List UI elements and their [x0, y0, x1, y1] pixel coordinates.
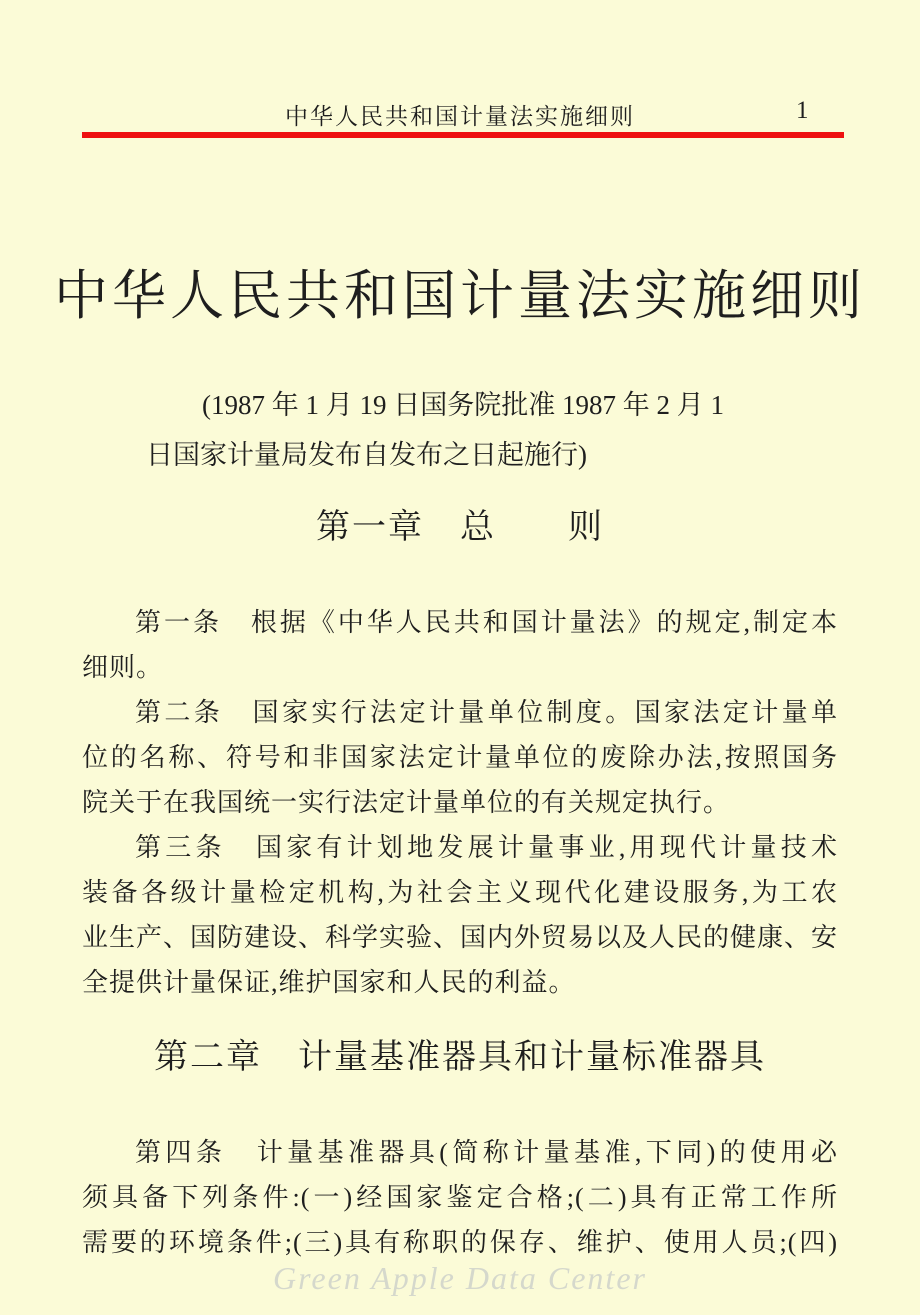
article-paragraph [82, 825, 838, 1005]
document-body [82, 505, 838, 1265]
text-line: 第三条 国家有计划地发展计量事业,用现代计量技术 [135, 833, 838, 862]
running-header-title: 中华人民共和国计量法实施细则 [285, 104, 635, 129]
article-paragraph [82, 600, 838, 690]
header-rule-line [82, 132, 844, 138]
text-line: 业生产、国防建设、科学实验、国内外贸易以及人民的健康、安 [82, 923, 839, 952]
text-line: 第二条 国家实行法定计量单位制度。国家法定计量单 [135, 698, 838, 727]
page-number: 1 [796, 97, 809, 124]
document-title: 中华人民共和国计量法实施细则 [54, 266, 866, 326]
preamble [146, 380, 838, 480]
article-paragraph [82, 1130, 838, 1265]
text-line: 第一条 根据《中华人民共和国计量法》的规定,制定本 [135, 608, 838, 637]
article-paragraph [82, 690, 838, 825]
text-line: 院关于在我国统一实行法定计量单位的有关规定执行。 [82, 788, 731, 817]
preamble-line: 日国家计量局发布自发布之日起施行) [146, 440, 587, 470]
text-line: 第四条 计量基准器具(简称计量基准,下同)的使用必 [135, 1138, 838, 1167]
chapter-heading: 第一章 总 则 [316, 509, 604, 546]
text-line: 位的名称、符号和非国家法定计量单位的废除办法,按照国务 [82, 743, 838, 772]
text-line: 装备各级计量检定机构,为社会主义现代化建设服务,为工农 [82, 878, 838, 907]
text-line: 细则。 [82, 653, 164, 682]
text-line: 需要的环境条件;(三)具有称职的保存、维护、使用人员;(四) [82, 1228, 838, 1257]
text-line: 全提供计量保证,维护国家和人民的利益。 [82, 968, 576, 997]
watermark-text: Green Apple Data Center [273, 1260, 647, 1296]
preamble-line: (1987 年 1 月 19 日国务院批准 1987 年 2 月 1 [202, 390, 724, 420]
text-line: 须具备下列条件:(一)经国家鉴定合格;(二)具有正常工作所 [82, 1183, 838, 1212]
chapter-heading: 第二章 计量基准器具和计量标准器具 [154, 1039, 766, 1076]
